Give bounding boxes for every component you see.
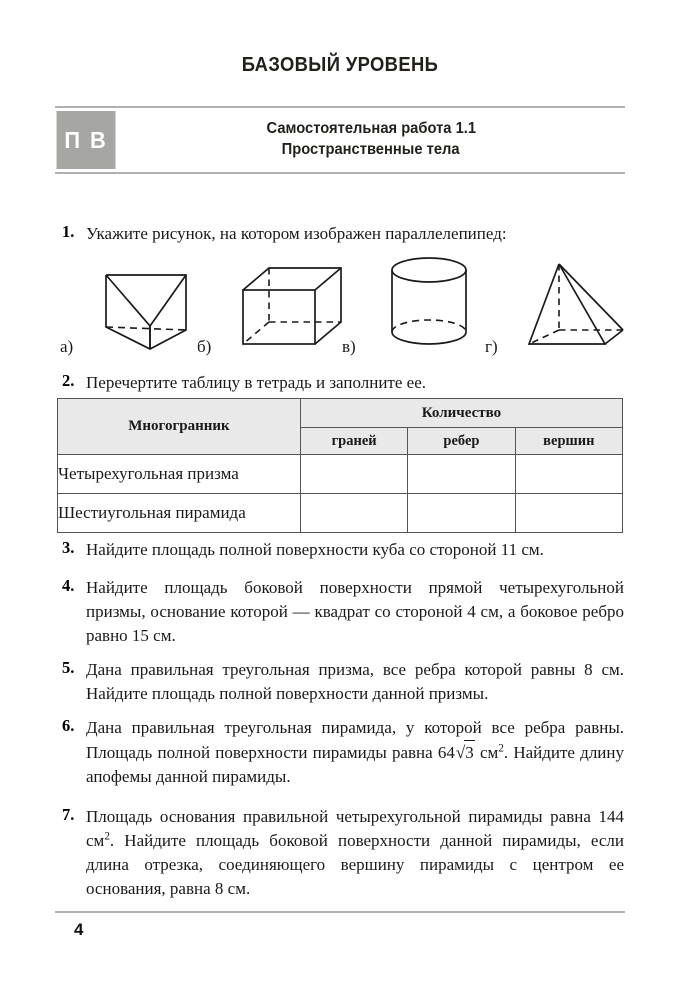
square-root-icon: √3 xyxy=(455,740,475,765)
problem-6-tail: . Найдите длину апофемы данной пирамиды. xyxy=(86,743,624,787)
table-row xyxy=(58,494,623,533)
header-edges: ребер xyxy=(408,428,515,455)
problem-7-text xyxy=(86,805,624,902)
cylinder-icon xyxy=(384,252,480,354)
problem-3 xyxy=(62,538,622,562)
figure-row xyxy=(60,252,630,357)
problem-2 xyxy=(62,371,622,395)
worksheet-subtitle: Пространственные тела xyxy=(282,141,460,158)
figure-d-label: г) xyxy=(485,337,498,356)
rectangular-parallelepiped-icon xyxy=(237,252,347,354)
cell-vertices-hexagonal-pyramid[interactable] xyxy=(515,494,622,533)
problem-4-number: 4. xyxy=(62,576,75,595)
problem-6-radicand: 3 xyxy=(464,740,475,765)
header-polyhedron: Многогранник xyxy=(58,399,301,455)
cell-edges-hexagonal-pyramid[interactable] xyxy=(408,494,515,533)
row-label-hexagonal-pyramid: Шестиугольная пирамида xyxy=(58,494,301,533)
problem-4-text: Найдите площадь боковой поверхности прямой четырехугольной призмы, основание которой — квадрат со стороной 4 см, а боковое ребро равно 15 см. xyxy=(86,578,624,646)
problem-5-number: 5. xyxy=(62,658,75,677)
figure-a xyxy=(60,252,205,357)
problem-3-text: Найдите площадь полной поверхности куба со стороной 11 см. xyxy=(86,540,544,559)
figure-c-label: в) xyxy=(342,337,356,356)
cell-edges-quadrangular-prism[interactable] xyxy=(408,455,515,494)
problem-7 xyxy=(62,805,624,902)
section-banner xyxy=(55,106,625,174)
problem-1 xyxy=(62,222,622,246)
problem-1-text: Укажите рисунок, на котором изображен параллелепипед: xyxy=(86,224,507,243)
banner-top-rule xyxy=(55,106,625,108)
figure-b xyxy=(197,252,357,357)
problem-2-text: Перечертите таблицу в тетрадь и заполните ее. xyxy=(86,373,426,392)
cell-faces-hexagonal-pyramid[interactable] xyxy=(300,494,407,533)
problem-6-unit: см xyxy=(474,743,499,763)
polyhedra-table xyxy=(57,398,623,533)
worksheet-title: Самостоятельная работа 1.1 xyxy=(266,120,476,138)
figure-b-label: б) xyxy=(197,337,212,356)
problem-6-exponent: 2 xyxy=(498,742,504,755)
figure-c xyxy=(342,252,492,357)
page-number: 4 xyxy=(74,920,84,939)
figure-a-label: а) xyxy=(60,337,74,356)
problem-7-number: 7. xyxy=(62,805,75,824)
figure-d xyxy=(485,252,630,357)
header-vertices: вершин xyxy=(515,428,622,455)
problem-6-prefix: Дана правильная треугольная пирамида, у которой все ребра равны. Площадь полной поверхности пирамиды равна 64 xyxy=(86,718,624,763)
quadrilateral-pyramid-icon xyxy=(523,252,631,354)
problem-1-number: 1. xyxy=(62,222,75,241)
problem-7-tail: . Найдите площадь боковой поверхности данной пирамиды, если длина отрезка, соединяющего вершину пирамиды с центром ее основания, равна 8 см. xyxy=(86,831,624,899)
problem-7-prefix: Площадь основания правильной четырехугольной пирамиды равна 144 см xyxy=(86,807,624,851)
page-title: БАЗОВЫЙ УРОВЕНЬ xyxy=(241,54,439,76)
header-faces: граней xyxy=(300,428,407,455)
table-row xyxy=(58,455,623,494)
cell-vertices-quadrangular-prism[interactable] xyxy=(515,455,622,494)
problem-7-exponent: 2 xyxy=(104,830,110,843)
banner-bottom-rule xyxy=(55,172,625,174)
problem-6 xyxy=(62,716,624,789)
problem-4 xyxy=(62,576,624,648)
problem-6-text xyxy=(86,716,624,789)
table-header-row-1 xyxy=(58,399,623,428)
problem-6-number: 6. xyxy=(62,716,75,735)
problem-3-number: 3. xyxy=(62,538,75,557)
banner-titles xyxy=(117,111,625,169)
polyhedra-table-wrapper xyxy=(57,398,623,533)
problem-2-number: 2. xyxy=(62,371,75,390)
triangular-prism-icon xyxy=(98,252,198,354)
row-label-quadrangular-prism: Четырехугольная призма xyxy=(58,455,301,494)
level-badge: П В xyxy=(57,111,116,169)
cell-faces-quadrangular-prism[interactable] xyxy=(300,455,407,494)
header-quantity: Количество xyxy=(300,399,622,428)
footer-rule xyxy=(55,911,625,913)
problem-5 xyxy=(62,658,624,706)
problem-5-text: Дана правильная треугольная призма, все ребра которой равны 8 см. Найдите площадь полной поверхности данной призмы. xyxy=(86,660,624,704)
banner-body-row xyxy=(55,111,625,169)
